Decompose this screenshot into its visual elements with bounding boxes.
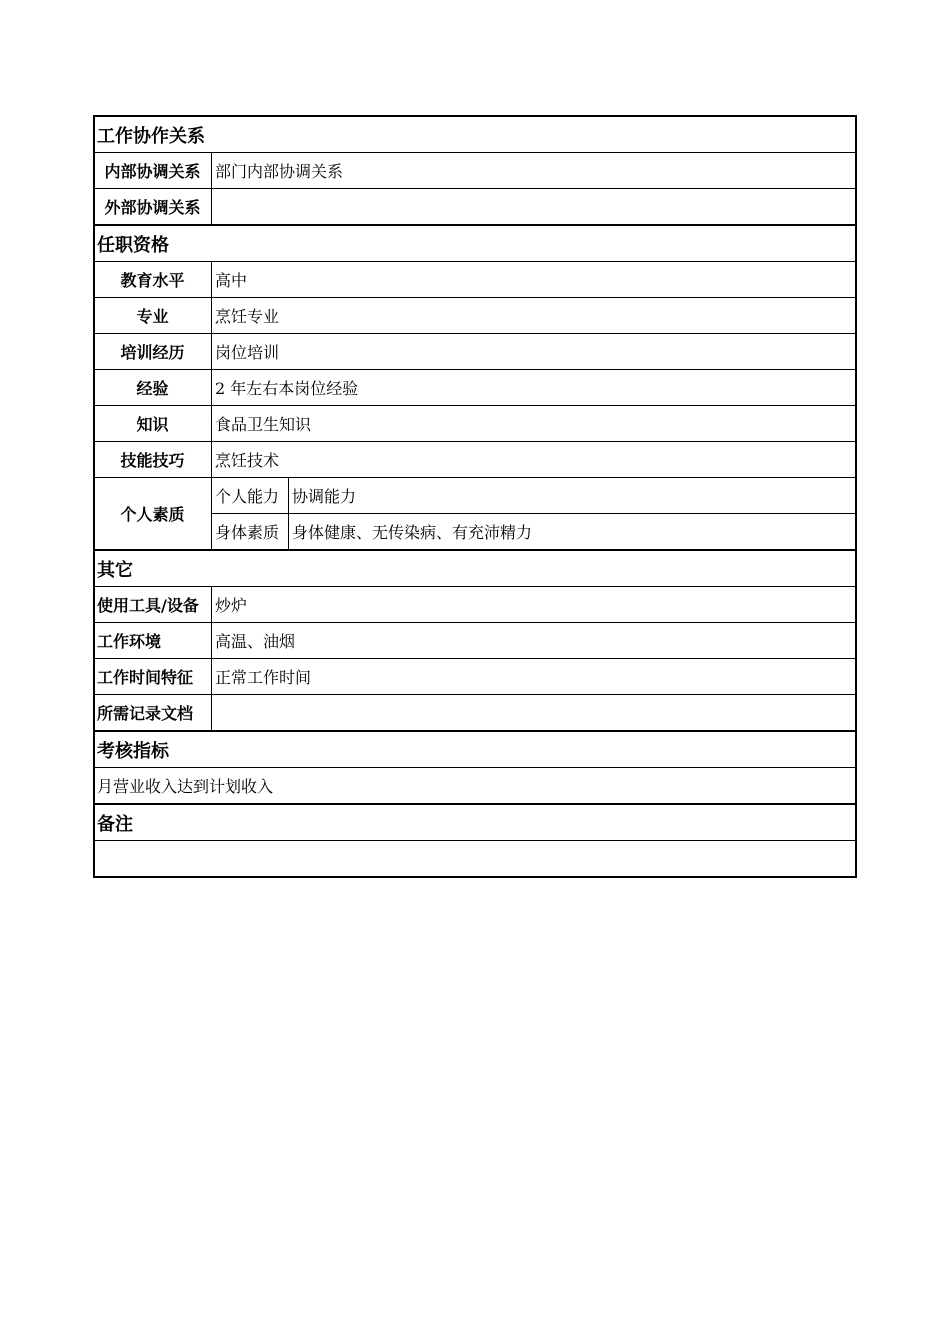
physical-label: 身体素质 <box>212 514 289 551</box>
records-value <box>212 695 857 732</box>
external-coordination-value <box>212 189 857 226</box>
experience-label: 经验 <box>94 370 212 406</box>
table-row <box>94 478 857 514</box>
remarks-value <box>94 841 857 877</box>
tools-value: 炒炉 <box>212 587 857 623</box>
table-row <box>94 298 857 334</box>
table-row <box>94 623 857 659</box>
work-time-label: 工作时间特征 <box>94 659 212 695</box>
table-row <box>94 768 857 805</box>
table-row <box>94 587 857 623</box>
internal-coordination-label: 内部协调关系 <box>94 153 212 189</box>
section-title: 工作协作关系 <box>94 116 857 153</box>
knowledge-value: 食品卫生知识 <box>212 406 857 442</box>
training-value: 岗位培训 <box>212 334 857 370</box>
section-cooperation <box>94 116 857 153</box>
table-row <box>94 841 857 877</box>
training-label: 培训经历 <box>94 334 212 370</box>
tools-label: 使用工具/设备 <box>94 587 212 623</box>
records-label: 所需记录文档 <box>94 695 212 732</box>
table-row <box>94 153 857 189</box>
table-row <box>94 189 857 226</box>
section-title: 备注 <box>94 804 857 841</box>
table-row <box>94 262 857 298</box>
section-qualifications <box>94 225 857 262</box>
experience-value: 2 年左右本岗位经验 <box>212 370 857 406</box>
ability-label: 个人能力 <box>212 478 289 514</box>
skills-label: 技能技巧 <box>94 442 212 478</box>
table-row <box>94 695 857 732</box>
knowledge-label: 知识 <box>94 406 212 442</box>
section-title: 其它 <box>94 550 857 587</box>
section-title: 考核指标 <box>94 731 857 768</box>
section-remarks <box>94 804 857 841</box>
work-time-value: 正常工作时间 <box>212 659 857 695</box>
personal-quality-label: 个人素质 <box>94 478 212 551</box>
education-value: 高中 <box>212 262 857 298</box>
education-label: 教育水平 <box>94 262 212 298</box>
section-assessment <box>94 731 857 768</box>
section-others <box>94 550 857 587</box>
table-row <box>94 659 857 695</box>
assessment-value: 月营业收入达到计划收入 <box>94 768 857 805</box>
major-value: 烹饪专业 <box>212 298 857 334</box>
table-row <box>94 442 857 478</box>
physical-value: 身体健康、无传染病、有充沛精力 <box>289 514 857 551</box>
job-description-table <box>93 115 857 877</box>
environment-label: 工作环境 <box>94 623 212 659</box>
environment-value: 高温、油烟 <box>212 623 857 659</box>
table-row <box>94 406 857 442</box>
major-label: 专业 <box>94 298 212 334</box>
external-coordination-label: 外部协调关系 <box>94 189 212 226</box>
internal-coordination-value: 部门内部协调关系 <box>212 153 857 189</box>
skills-value: 烹饪技术 <box>212 442 857 478</box>
table-row <box>94 370 857 406</box>
section-title: 任职资格 <box>94 225 857 262</box>
table-row <box>94 334 857 370</box>
ability-value: 协调能力 <box>289 478 857 514</box>
